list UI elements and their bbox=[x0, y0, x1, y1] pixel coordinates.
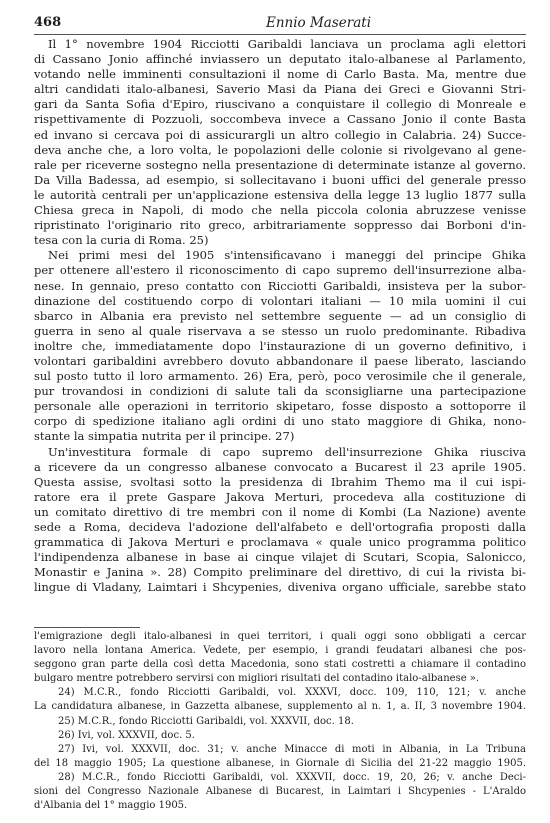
body-line: rale per riceverne sostegno nella presentazione di determinate istanze al governo. bbox=[34, 157, 526, 172]
body-line: nese. In gennaio, preso contatto con Ricciotti Garibaldi, insisteva per la subor- bbox=[34, 278, 526, 293]
footnote-line: lavoro nella lontana America. Vedete, per esempio, i grandi feudatari albanesi che pos- bbox=[34, 645, 526, 657]
body-line: grammatica di Jakova Merturi e proclamava « quale unico programma politico bbox=[34, 535, 526, 550]
body-line: le autorità centrali per un'applicazione estensiva della legge 13 luglio 1877 sulla bbox=[34, 187, 526, 202]
body-line: di Cassano Jonio affinché inviassero un deputato italo-albanese al Parlamento, bbox=[34, 52, 526, 67]
body-line: Chiesa greca in Napoli, di modo che nella piccola colonia abruzzese venisse bbox=[34, 203, 526, 218]
body-line: lingue di Vladany, Laimtari i Shcypenies, diveniva organo ufficiale, sarebbe stato bbox=[34, 580, 526, 595]
body-line: dinazione del costituendo corpo di volontari italiani — 10 mila uomini il cui bbox=[34, 293, 526, 308]
body-line: un comitato direttivo di tre membri con il nome di Kombi (La Nazione) avente bbox=[34, 504, 526, 519]
footnote-line: 24) M.C.R., fondo Ricciotti Garibaldi, vol. XXXVI, docc. 109, 110, 121; v. anche bbox=[58, 687, 526, 699]
body-line: Un'investitura formale di capo supremo dell'insurrezione Ghika riusciva bbox=[48, 444, 526, 459]
page-number: 468 bbox=[34, 15, 62, 30]
body-line: sul posto tutto il loro armamento. 26) Era, però, poco verosimile che il generale, bbox=[34, 369, 526, 384]
body-line: volontari garibaldini avrebbero dovuto abbandonare il paese liberato, lasciando bbox=[34, 353, 526, 368]
body-line: rispettivamente di Pozzuoli, soccombeva invece a Cassano Jonio il conte Basta bbox=[34, 112, 526, 127]
footnote-line: d'Albania del 1° maggio 1905. bbox=[34, 800, 188, 812]
footnote-line: del 18 maggio 1905; La questione albanese, in Giornale di Sicilia del 21-22 maggio 1905. bbox=[34, 757, 526, 769]
body-line: Monastir e Janina ». 28) Compito preliminare del direttivo, di cui la rivista bi- bbox=[34, 565, 526, 580]
body-line: Nei primi mesi del 1905 s'intensificavano i maneggi del principe Ghika bbox=[48, 248, 526, 263]
body-line: gari da Santa Sofia d'Epiro, riuscivano a conquistare il collegio di Monreale e bbox=[34, 97, 526, 112]
body-line: altri candidati italo-albanesi, Saverio Masi da Piana dei Greci e Giovanni Stri- bbox=[34, 82, 526, 97]
body-line: a ricevere da un congresso albanese convocato a Bucarest il 23 aprile 1905. bbox=[34, 459, 526, 474]
body-line: tesa con la curia di Roma. 25) bbox=[34, 233, 209, 248]
footnote-line: La candidatura albanese, in Gazzetta albanese, supplemento al n. 1, a. II, 3 novembre 1904. bbox=[34, 701, 526, 713]
footnote-line: 25) M.C.R., fondo Ricciotti Garibaldi, vol. XXXVII, doc. 18. bbox=[58, 715, 354, 727]
body-line: ratore era il prete Gaspare Jakova Merturi, procedeva alla costituzione di bbox=[34, 489, 526, 504]
body-line: Da Villa Badessa, ad esempio, si sollecitavano i buoni uffici del generale presso bbox=[34, 172, 526, 187]
footnote-line: 28) M.C.R., fondo Ricciotti Garibaldi, vol. XXXVII, docc. 19, 20, 26; v. anche Deci- bbox=[58, 771, 526, 783]
footnote-line: bulgaro mentre potrebbero servirsi con migliori risultati del contadino italo-albanese ». bbox=[34, 673, 480, 685]
footnote-line: 27) Ivi, vol. XXXVII, doc. 31; v. anche Minacce di moti in Albania, in La Tribuna bbox=[58, 743, 526, 755]
body-line: l'indipendenza albanese in base ai cinque vilajet di Scutari, Scopia, Salonicco, bbox=[34, 550, 526, 565]
body-line: ed invano si cercava poi di assicurargli un altro collegio in Calabria. 24) Succe- bbox=[34, 127, 526, 142]
body-line: Il 1° novembre 1904 Ricciotti Garibaldi lanciava un proclama agli elettori bbox=[48, 37, 526, 51]
body-line: Questa assise, svoltasi sotto la presidenza di Ibrahim Themo ma il cui ispi- bbox=[34, 474, 526, 489]
body-line: inoltre che, immediatamente dopo l'instaurazione di un governo definitivo, i bbox=[34, 338, 526, 353]
body-text bbox=[34, 37, 526, 595]
footnote-line: seggono gran parte della così detta Macedonia, sono stati costretti a chiamare il contadino bbox=[34, 659, 526, 671]
body-line: sede a Roma, decideva l'adozione dell'alfabeto e dell'ortografia proposti dalla bbox=[34, 520, 526, 534]
body-line: personale alle operazioni in territorio skipetaro, fosse disposto a sottoporre il bbox=[34, 399, 526, 414]
footnote-rule bbox=[34, 627, 140, 628]
footnote-line: 26) Ivi, vol. XXXVII, doc. 5. bbox=[58, 729, 195, 741]
body-line: corpo di spedizione italiano agli ordini di uno stato maggiore di Ghika, nono- bbox=[34, 414, 526, 429]
body-line: deva anche che, a loro volta, le popolazioni delle colonie si rivolgevano al gene- bbox=[34, 142, 526, 157]
page-header bbox=[34, 15, 526, 33]
body-line: votando nelle imminenti consultazioni il nome di Carlo Basta. Ma, mentre due bbox=[34, 67, 526, 82]
body-line: per ottenere all'estero il riconoscimento di capo supremo dell'insurrezione alba- bbox=[34, 263, 526, 278]
body-line: sbarco in Albania era previsto nel settembre seguente — ad un consiglio di bbox=[34, 308, 526, 323]
header-rule bbox=[34, 34, 526, 35]
body-line: stante la simpatia nutrita per il principe. 27) bbox=[34, 429, 295, 444]
footnotes bbox=[34, 627, 526, 813]
footnote-line: l'emigrazione degli italo-albanesi in quei territori, i quali oggi sono obbligati a cercar bbox=[34, 631, 526, 642]
footnote-line: sioni del Congresso Nazionale Albanese di Bucarest, in Laimtari i Shcypenies - L'Araldo bbox=[34, 786, 526, 798]
running-title: Ennio Maserati bbox=[266, 15, 372, 31]
body-line: ripristinato l'originario rito greco, arbitrariamente soppresso dai Borboni d'in- bbox=[34, 218, 526, 233]
body-line: pur trovandosi in condizioni di salute tali da sconsigliarne una partecipazione bbox=[34, 384, 526, 399]
body-line: guerra in seno al quale riservava a se stesso un ruolo predominante. Ribadiva bbox=[34, 323, 526, 338]
